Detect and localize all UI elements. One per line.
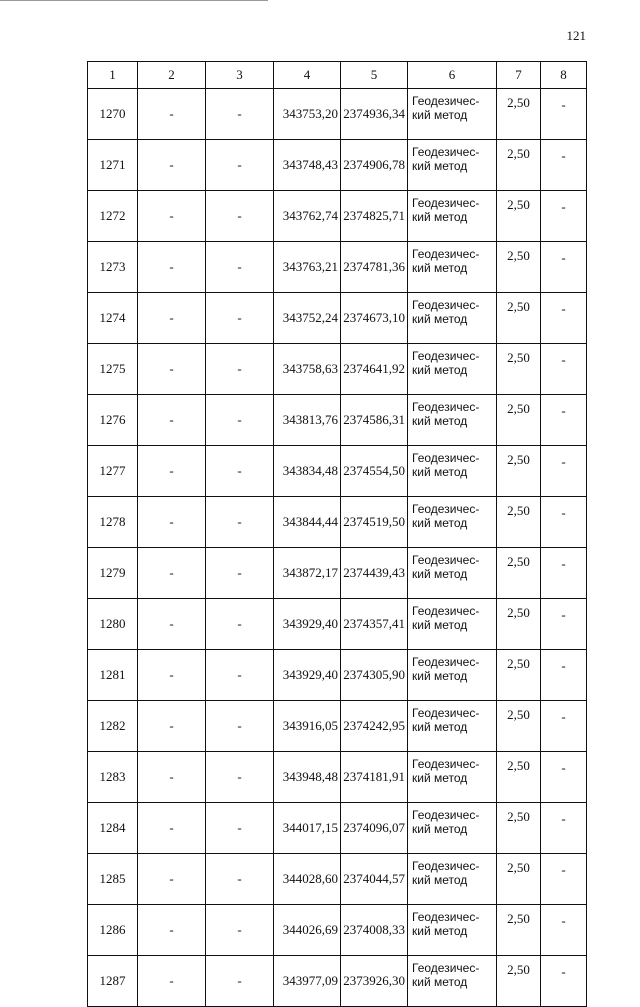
table-row	[88, 650, 587, 701]
x-coordinate-cell: 343753,20	[274, 89, 341, 140]
method-line-1: Геодезичес-	[412, 247, 480, 261]
column-3-cell: -	[206, 905, 274, 956]
method-line-2: кий метод	[412, 822, 468, 836]
point-number-cell: 1283	[88, 752, 138, 803]
column-2-cell: -	[138, 395, 206, 446]
column-header: 8	[541, 62, 587, 89]
method-cell	[408, 344, 497, 395]
method-cell	[408, 956, 497, 1007]
method-cell	[408, 497, 497, 548]
method-line-1: Геодезичес-	[412, 604, 480, 618]
method-line-2: кий метод	[412, 414, 468, 428]
x-coordinate-cell: 343834,48	[274, 446, 341, 497]
method-cell	[408, 650, 497, 701]
coordinates-table	[87, 61, 587, 1007]
column-2-cell: -	[138, 803, 206, 854]
column-8-cell: -	[541, 803, 587, 854]
column-header: 1	[88, 62, 138, 89]
x-coordinate-cell: 343977,09	[274, 956, 341, 1007]
y-coordinate-cell: 2374044,57	[341, 854, 408, 905]
column-8-cell: -	[541, 446, 587, 497]
column-2-cell: -	[138, 956, 206, 1007]
column-header: 7	[497, 62, 541, 89]
table-row	[88, 89, 587, 140]
column-3-cell: -	[206, 497, 274, 548]
accuracy-cell: 2,50	[497, 293, 541, 344]
column-3-cell: -	[206, 803, 274, 854]
y-coordinate-cell: 2374439,43	[341, 548, 408, 599]
method-line-2: кий метод	[412, 159, 468, 173]
method-line-2: кий метод	[412, 261, 468, 275]
column-2-cell: -	[138, 854, 206, 905]
column-8-cell: -	[541, 752, 587, 803]
x-coordinate-cell: 343758,63	[274, 344, 341, 395]
column-3-cell: -	[206, 446, 274, 497]
method-cell	[408, 293, 497, 344]
column-header: 2	[138, 62, 206, 89]
method-line-1: Геодезичес-	[412, 757, 480, 771]
method-line-1: Геодезичес-	[412, 94, 480, 108]
accuracy-cell: 2,50	[497, 803, 541, 854]
table-row	[88, 956, 587, 1007]
x-coordinate-cell: 343748,43	[274, 140, 341, 191]
accuracy-cell: 2,50	[497, 752, 541, 803]
method-line-2: кий метод	[412, 975, 468, 989]
point-number-cell: 1282	[88, 701, 138, 752]
method-line-2: кий метод	[412, 924, 468, 938]
point-number-cell: 1285	[88, 854, 138, 905]
table-row	[88, 446, 587, 497]
point-number-cell: 1271	[88, 140, 138, 191]
column-header: 5	[341, 62, 408, 89]
method-line-1: Геодезичес-	[412, 553, 480, 567]
method-line-1: Геодезичес-	[412, 145, 480, 159]
method-line-2: кий метод	[412, 210, 468, 224]
method-cell	[408, 905, 497, 956]
method-line-1: Геодезичес-	[412, 400, 480, 414]
method-line-2: кий метод	[412, 618, 468, 632]
table-row	[88, 905, 587, 956]
column-3-cell: -	[206, 344, 274, 395]
point-number-cell: 1287	[88, 956, 138, 1007]
y-coordinate-cell: 2374781,36	[341, 242, 408, 293]
method-line-1: Геодезичес-	[412, 349, 480, 363]
y-coordinate-cell: 2374554,50	[341, 446, 408, 497]
point-number-cell: 1278	[88, 497, 138, 548]
x-coordinate-cell: 343762,74	[274, 191, 341, 242]
column-8-cell: -	[541, 854, 587, 905]
column-2-cell: -	[138, 446, 206, 497]
column-header: 4	[274, 62, 341, 89]
x-coordinate-cell: 343872,17	[274, 548, 341, 599]
table-row	[88, 854, 587, 905]
method-line-2: кий метод	[412, 771, 468, 785]
table-row	[88, 293, 587, 344]
column-8-cell: -	[541, 701, 587, 752]
x-coordinate-cell: 344026,69	[274, 905, 341, 956]
method-cell	[408, 701, 497, 752]
column-2-cell: -	[138, 242, 206, 293]
column-3-cell: -	[206, 89, 274, 140]
accuracy-cell: 2,50	[497, 701, 541, 752]
y-coordinate-cell: 2374641,92	[341, 344, 408, 395]
column-header: 3	[206, 62, 274, 89]
y-coordinate-cell: 2374586,31	[341, 395, 408, 446]
method-line-1: Геодезичес-	[412, 961, 480, 975]
column-8-cell: -	[541, 395, 587, 446]
y-coordinate-cell: 2373926,30	[341, 956, 408, 1007]
x-coordinate-cell: 343752,24	[274, 293, 341, 344]
x-coordinate-cell: 343763,21	[274, 242, 341, 293]
point-number-cell: 1276	[88, 395, 138, 446]
method-line-1: Геодезичес-	[412, 859, 480, 873]
y-coordinate-cell: 2374096,07	[341, 803, 408, 854]
accuracy-cell: 2,50	[497, 344, 541, 395]
x-coordinate-cell: 344028,60	[274, 854, 341, 905]
point-number-cell: 1277	[88, 446, 138, 497]
column-8-cell: -	[541, 599, 587, 650]
column-8-cell: -	[541, 191, 587, 242]
column-8-cell: -	[541, 140, 587, 191]
x-coordinate-cell: 343916,05	[274, 701, 341, 752]
top-rule	[0, 0, 268, 1]
x-coordinate-cell: 343929,40	[274, 650, 341, 701]
column-8-cell: -	[541, 344, 587, 395]
y-coordinate-cell: 2374825,71	[341, 191, 408, 242]
table-row	[88, 344, 587, 395]
column-3-cell: -	[206, 293, 274, 344]
column-8-cell: -	[541, 548, 587, 599]
method-line-2: кий метод	[412, 363, 468, 377]
accuracy-cell: 2,50	[497, 191, 541, 242]
point-number-cell: 1272	[88, 191, 138, 242]
method-line-2: кий метод	[412, 873, 468, 887]
y-coordinate-cell: 2374936,34	[341, 89, 408, 140]
y-coordinate-cell: 2374008,33	[341, 905, 408, 956]
method-cell	[408, 854, 497, 905]
point-number-cell: 1284	[88, 803, 138, 854]
x-coordinate-cell: 344017,15	[274, 803, 341, 854]
column-2-cell: -	[138, 701, 206, 752]
point-number-cell: 1275	[88, 344, 138, 395]
method-cell	[408, 140, 497, 191]
column-2-cell: -	[138, 89, 206, 140]
table-row	[88, 242, 587, 293]
table-row	[88, 803, 587, 854]
column-2-cell: -	[138, 599, 206, 650]
point-number-cell: 1274	[88, 293, 138, 344]
column-2-cell: -	[138, 140, 206, 191]
method-line-2: кий метод	[412, 720, 468, 734]
method-cell	[408, 395, 497, 446]
column-2-cell: -	[138, 293, 206, 344]
table-row	[88, 395, 587, 446]
accuracy-cell: 2,50	[497, 956, 541, 1007]
column-8-cell: -	[541, 242, 587, 293]
method-line-1: Геодезичес-	[412, 706, 480, 720]
point-number-cell: 1270	[88, 89, 138, 140]
column-2-cell: -	[138, 650, 206, 701]
table-row	[88, 599, 587, 650]
accuracy-cell: 2,50	[497, 242, 541, 293]
y-coordinate-cell: 2374357,41	[341, 599, 408, 650]
method-line-2: кий метод	[412, 567, 468, 581]
method-line-1: Геодезичес-	[412, 808, 480, 822]
column-3-cell: -	[206, 854, 274, 905]
column-2-cell: -	[138, 752, 206, 803]
column-3-cell: -	[206, 599, 274, 650]
accuracy-cell: 2,50	[497, 650, 541, 701]
page-number: 121	[566, 28, 586, 43]
column-2-cell: -	[138, 548, 206, 599]
table-row	[88, 497, 587, 548]
accuracy-cell: 2,50	[497, 395, 541, 446]
column-3-cell: -	[206, 242, 274, 293]
accuracy-cell: 2,50	[497, 446, 541, 497]
y-coordinate-cell: 2374181,91	[341, 752, 408, 803]
point-number-cell: 1281	[88, 650, 138, 701]
accuracy-cell: 2,50	[497, 497, 541, 548]
y-coordinate-cell: 2374906,78	[341, 140, 408, 191]
column-3-cell: -	[206, 701, 274, 752]
y-coordinate-cell: 2374242,95	[341, 701, 408, 752]
point-number-cell: 1279	[88, 548, 138, 599]
column-2-cell: -	[138, 905, 206, 956]
y-coordinate-cell: 2374519,50	[341, 497, 408, 548]
accuracy-cell: 2,50	[497, 89, 541, 140]
accuracy-cell: 2,50	[497, 140, 541, 191]
method-cell	[408, 599, 497, 650]
column-3-cell: -	[206, 956, 274, 1007]
column-8-cell: -	[541, 650, 587, 701]
table-row	[88, 140, 587, 191]
method-line-2: кий метод	[412, 465, 468, 479]
method-line-2: кий метод	[412, 108, 468, 122]
accuracy-cell: 2,50	[497, 548, 541, 599]
column-2-cell: -	[138, 191, 206, 242]
column-8-cell: -	[541, 89, 587, 140]
method-cell	[408, 89, 497, 140]
method-line-1: Геодезичес-	[412, 196, 480, 210]
column-3-cell: -	[206, 140, 274, 191]
y-coordinate-cell: 2374305,90	[341, 650, 408, 701]
method-line-1: Геодезичес-	[412, 451, 480, 465]
method-line-1: Геодезичес-	[412, 655, 480, 669]
table-header-row	[88, 62, 587, 89]
x-coordinate-cell: 343929,40	[274, 599, 341, 650]
method-line-1: Геодезичес-	[412, 502, 480, 516]
table-row	[88, 191, 587, 242]
column-3-cell: -	[206, 548, 274, 599]
column-header: 6	[408, 62, 497, 89]
x-coordinate-cell: 343813,76	[274, 395, 341, 446]
accuracy-cell: 2,50	[497, 599, 541, 650]
table-row	[88, 701, 587, 752]
column-3-cell: -	[206, 650, 274, 701]
column-3-cell: -	[206, 752, 274, 803]
point-number-cell: 1273	[88, 242, 138, 293]
method-cell	[408, 191, 497, 242]
column-8-cell: -	[541, 293, 587, 344]
column-8-cell: -	[541, 905, 587, 956]
column-2-cell: -	[138, 344, 206, 395]
table-row	[88, 752, 587, 803]
method-line-2: кий метод	[412, 312, 468, 326]
method-line-2: кий метод	[412, 669, 468, 683]
method-cell	[408, 242, 497, 293]
column-2-cell: -	[138, 497, 206, 548]
method-line-1: Геодезичес-	[412, 910, 480, 924]
column-8-cell: -	[541, 956, 587, 1007]
method-line-2: кий метод	[412, 516, 468, 530]
accuracy-cell: 2,50	[497, 905, 541, 956]
y-coordinate-cell: 2374673,10	[341, 293, 408, 344]
method-line-1: Геодезичес-	[412, 298, 480, 312]
method-cell	[408, 446, 497, 497]
x-coordinate-cell: 343948,48	[274, 752, 341, 803]
column-3-cell: -	[206, 395, 274, 446]
method-cell	[408, 752, 497, 803]
column-8-cell: -	[541, 497, 587, 548]
method-cell	[408, 803, 497, 854]
accuracy-cell: 2,50	[497, 854, 541, 905]
table-row	[88, 548, 587, 599]
point-number-cell: 1286	[88, 905, 138, 956]
column-3-cell: -	[206, 191, 274, 242]
x-coordinate-cell: 343844,44	[274, 497, 341, 548]
method-cell	[408, 548, 497, 599]
point-number-cell: 1280	[88, 599, 138, 650]
